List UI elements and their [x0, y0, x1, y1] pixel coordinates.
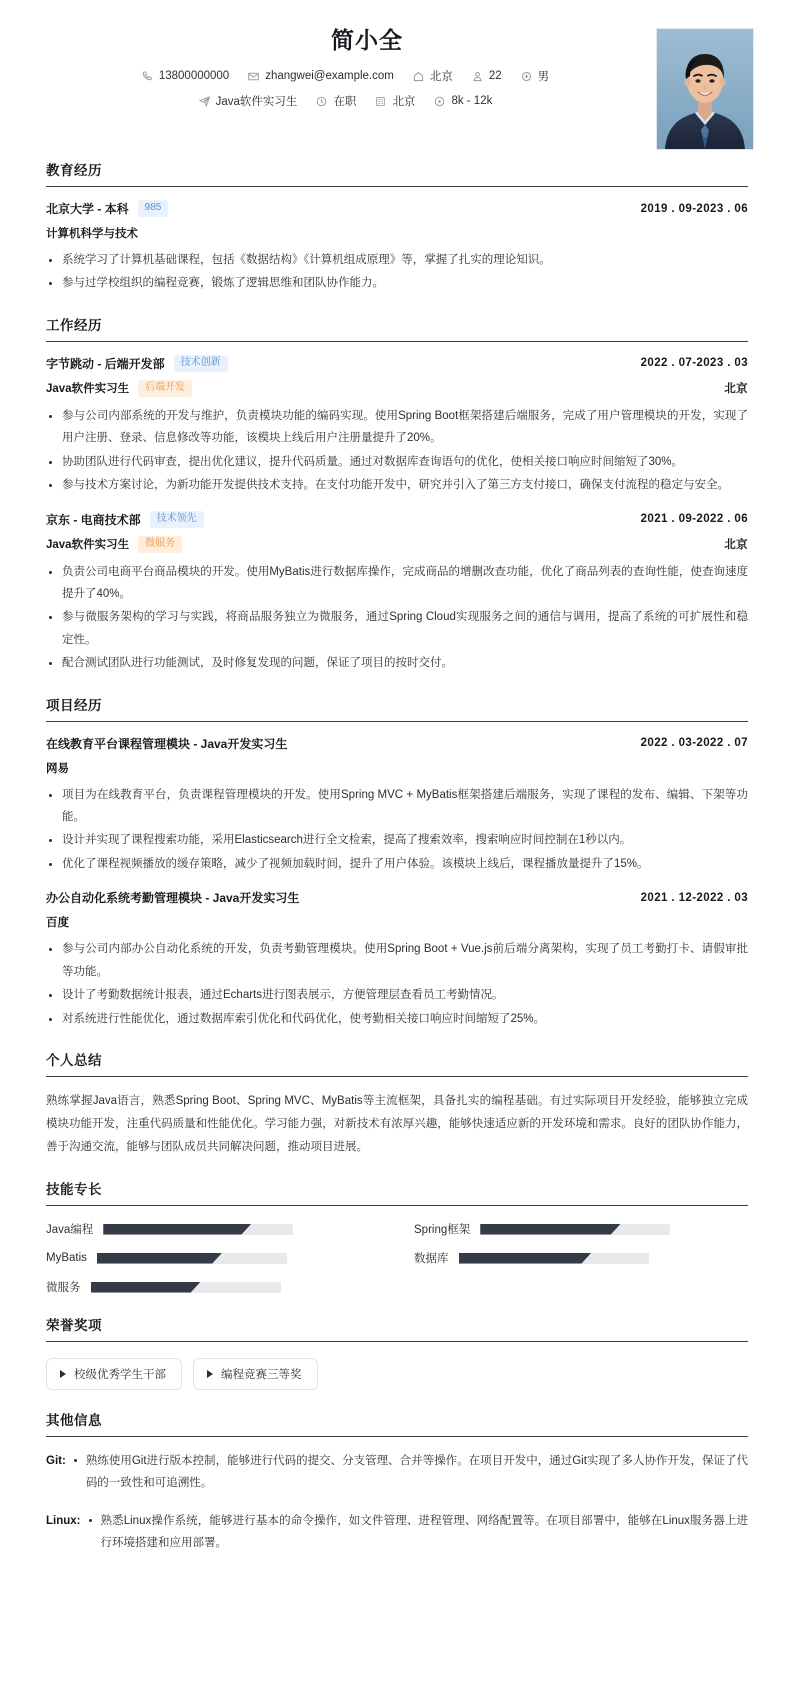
other-info-label: Git: — [46, 1455, 66, 1468]
gender-icon — [520, 70, 533, 83]
phone-icon — [141, 70, 154, 83]
section-divider — [46, 1205, 748, 1206]
entry-header-row — [46, 355, 748, 372]
entry-header-left — [46, 511, 204, 528]
entry-sub-row — [46, 536, 748, 553]
skill-item — [46, 1221, 380, 1237]
entry-tag: 技术领先 — [150, 511, 204, 528]
contact-value: 北京 — [429, 71, 453, 83]
section-title-skills: 技能专长 — [46, 1182, 102, 1198]
section-divider — [46, 721, 748, 722]
section-divider — [46, 1436, 748, 1437]
entry-subtitle: Java软件实习生 — [46, 383, 130, 396]
skill-progress-track — [103, 1224, 293, 1235]
contact-item-position — [198, 93, 298, 109]
entry-tag: 技术创新 — [174, 355, 228, 372]
bullet-item: 项目为在线教育平台，负责课程管理模块的开发。使用Spring MVC + MyBatis框架搭建后端服务，实现了课程的发布、编辑、下架等功能。 — [46, 784, 748, 829]
award-chip[interactable] — [46, 1358, 182, 1390]
bullet-list — [46, 405, 748, 497]
section-divider — [46, 1341, 748, 1342]
entry-title: 字节跳动 - 后端开发部 — [46, 356, 165, 371]
section-awards — [46, 1314, 748, 1390]
skill-progress-track — [97, 1253, 287, 1264]
contact-item-salary — [433, 95, 492, 108]
section-education — [46, 159, 748, 295]
entry-header-left — [46, 355, 228, 372]
entry-sub-left — [46, 380, 192, 397]
entry-title: 办公自动化系统考勤管理模块 - Java开发实习生 — [46, 891, 300, 906]
entry-location: 北京 — [724, 383, 748, 396]
entry-sub-tag: 后端开发 — [138, 380, 192, 397]
skill-item — [46, 1250, 380, 1266]
resume-entry — [46, 889, 748, 1030]
avatar — [656, 28, 754, 150]
bullet-list — [46, 249, 748, 295]
skill-label: 微服务 — [46, 1282, 81, 1295]
contact-value: 8k - 12k — [451, 95, 493, 107]
other-info-text: 熟练使用Git进行版本控制，能够进行代码的提交、分支管理、合并等操作。在项目开发中，通过Git实现了多人协作开发，保证了代码的一致性和可追溯性。 — [72, 1450, 748, 1495]
contact-item-home — [412, 68, 453, 84]
entry-header-left — [46, 735, 287, 752]
section-skills — [46, 1178, 748, 1295]
skill-label: Java编程 — [46, 1224, 94, 1237]
resume-entry — [46, 200, 748, 295]
section-divider — [46, 341, 748, 342]
entry-tag: 985 — [138, 200, 169, 217]
bullet-item: 参与公司内部系统的开发与维护，负责模块功能的编码实现。使用Spring Boot框架搭建后端服务，完成了用户管理模块的开发，实现了用户注册、登录、信息修改等功能，该模块上线后用户注册量提升了20%。 — [46, 405, 748, 450]
award-label: 校级优秀学生干部 — [74, 1369, 166, 1382]
entry-date: 2022 . 03-2022 . 07 — [640, 737, 748, 750]
resume-entry — [46, 735, 748, 876]
bullet-item: 配合测试团队进行功能测试，及时修复发现的问题，保证了项目的按时交付。 — [46, 652, 748, 674]
contact-value: Java软件实习生 — [215, 96, 298, 108]
section-title-awards: 荣誉奖项 — [46, 1318, 102, 1334]
entry-subtitle: 百度 — [46, 917, 69, 930]
contact-value: 在职 — [333, 96, 357, 108]
position-icon — [198, 95, 211, 108]
section-summary — [46, 1049, 748, 1159]
skill-progress-fill — [97, 1253, 222, 1264]
entry-subtitle: 计算机科学与技术 — [46, 228, 138, 240]
contact-item-age — [471, 70, 502, 83]
entry-sub-left — [46, 536, 182, 553]
contact-row-secondary — [46, 93, 748, 109]
skill-label: Spring框架 — [414, 1224, 471, 1237]
skill-progress-track — [91, 1282, 281, 1293]
play-triangle-icon — [207, 1370, 213, 1378]
status-icon — [315, 95, 328, 108]
awards-list — [46, 1355, 748, 1390]
section-other — [46, 1409, 748, 1555]
skill-progress-fill — [480, 1224, 621, 1235]
entry-header-row — [46, 735, 748, 752]
section-work — [46, 314, 748, 675]
entry-title: 北京大学 - 本科 — [46, 202, 129, 216]
entry-date: 2021 . 12-2022 . 03 — [640, 891, 748, 904]
entry-header-left — [46, 200, 168, 217]
skill-label: MyBatis — [46, 1252, 87, 1265]
entry-sub-tag: 微服务 — [138, 536, 182, 553]
bullet-item: 设计了考勤数据统计报表，通过Echarts进行图表展示，方便管理层查看员工考勤情况。 — [46, 984, 748, 1006]
bullet-item: 协助团队进行代码审查，提出优化建议，提升代码质量。通过对数据库查询语句的优化，使相关接口响应时间缩短了30%。 — [46, 451, 748, 473]
bullet-list — [46, 561, 748, 675]
contact-value: 男 — [537, 71, 550, 83]
entry-subtitle: Java软件实习生 — [46, 539, 130, 552]
section-projects — [46, 694, 748, 1030]
skill-progress-fill — [103, 1224, 251, 1235]
contact-item-email — [247, 70, 394, 83]
contact-value: 北京 — [392, 96, 416, 108]
entry-header-row — [46, 511, 748, 528]
entry-location: 北京 — [724, 539, 748, 552]
bullet-item: 参与微服务架构的学习与实践，将商品服务独立为微服务，通过Spring Cloud实现服务之间的通信与调用，提高了系统的可扩展性和稳定性。 — [46, 606, 748, 651]
contact-item-gender — [520, 68, 550, 84]
page-title: 简小全 — [331, 27, 403, 53]
other-info-text: 熟悉Linux操作系统，能够进行基本的命令操作，如文件管理、进程管理、网络配置等。在项目部署中，能够在Linux服务器上进行环境搭建和应用部署。 — [87, 1510, 749, 1555]
skill-item — [46, 1279, 380, 1295]
contact-row-primary — [46, 68, 748, 84]
other-info-item — [46, 1510, 748, 1555]
resume-entry — [46, 355, 748, 497]
resume-header — [46, 22, 748, 140]
section-divider — [46, 186, 748, 187]
other-info-label: Linux: — [46, 1514, 81, 1527]
bullet-item: 参与过学校组织的编程竞赛，锻炼了逻辑思维和团队协作能力。 — [46, 272, 748, 294]
entry-sub-row — [46, 380, 748, 397]
home-icon — [412, 70, 425, 83]
bullet-item: 设计并实现了课程搜索功能，采用Elasticsearch进行全文检索，提高了搜索效率，搜索响应时间控制在1秒以内。 — [46, 829, 748, 851]
section-divider — [46, 1076, 748, 1077]
contact-value: 13800000000 — [158, 70, 230, 82]
resume-entry — [46, 511, 748, 675]
play-triangle-icon — [60, 1370, 66, 1378]
entry-title: 在线教育平台课程管理模块 - Java开发实习生 — [46, 736, 288, 751]
section-title-other: 其他信息 — [46, 1413, 102, 1429]
contact-item-phone — [141, 70, 229, 83]
section-title-projects: 项目经历 — [46, 697, 102, 713]
salary-icon — [433, 95, 446, 108]
age-icon — [471, 70, 484, 83]
bullet-item: 参与技术方案讨论，为新功能开发提供技术支持。在支付功能开发中，研究并引入了第三方支付接口，确保支付流程的稳定与安全。 — [46, 474, 748, 496]
section-title-work: 工作经历 — [46, 317, 102, 333]
award-chip[interactable] — [193, 1358, 318, 1390]
entry-title: 京东 - 电商技术部 — [46, 512, 141, 527]
skill-item — [414, 1221, 748, 1237]
entry-header-left — [46, 889, 299, 906]
entry-date: 2019 . 09-2023 . 06 — [640, 202, 748, 215]
bullet-list — [46, 784, 748, 876]
contact-value: zhangwei@example.com — [265, 70, 394, 82]
bullet-item: 对系统进行性能优化，通过数据库索引优化和代码优化，使考勤相关接口响应时间缩短了25%。 — [46, 1008, 748, 1030]
bullet-item: 系统学习了计算机基础课程，包括《数据结构》《计算机组成原理》等，掌握了扎实的理论知识。 — [46, 249, 748, 271]
entry-subtitle: 网易 — [46, 762, 69, 775]
section-title-education: 教育经历 — [46, 163, 102, 178]
skill-progress-fill — [91, 1282, 201, 1293]
summary-text: 熟练掌握Java语言，熟悉Spring Boot、Spring MVC、MyBatis等主流框架，具备扎实的编程基础。有过实际项目开发经验，能够独立完成模块功能开发，注重代码质量和性能优化。学习能力强，对新技术有浓厚兴趣，能够快速适应新的开发环境和需求。良好的团队协作能力，善于沟通交流，能够与团队成员共同解决问题，推动项目进展。 — [46, 1095, 748, 1154]
resume-sections — [46, 159, 748, 1555]
entry-date: 2022 . 07-2023 . 03 — [640, 357, 748, 370]
profile-photo-illustration — [657, 29, 753, 149]
other-info-item — [46, 1450, 748, 1495]
skill-item — [414, 1250, 748, 1266]
skill-progress-track — [459, 1253, 649, 1264]
contact-item-status — [315, 93, 356, 109]
skill-progress-track — [480, 1224, 670, 1235]
email-icon — [247, 70, 260, 83]
skills-grid — [46, 1219, 748, 1295]
contact-item-city — [374, 93, 415, 109]
entry-date: 2021 . 09-2022 . 06 — [640, 513, 748, 526]
award-label: 编程竞赛三等奖 — [221, 1369, 302, 1382]
section-title-summary: 个人总结 — [46, 1053, 102, 1069]
bullet-item: 参与公司内部办公自动化系统的开发，负责考勤管理模块。使用Spring Boot + Vue.js前后端分离架构，实现了员工考勤打卡、请假审批等功能。 — [46, 938, 748, 983]
bullet-item: 优化了课程视频播放的缓存策略，减少了视频加载时间，提升了用户体验。该模块上线后，课程播放量提升了15%。 — [46, 853, 748, 875]
entry-header-row — [46, 889, 748, 906]
city-icon — [374, 95, 387, 108]
bullet-item: 负责公司电商平台商品模块的开发。使用MyBatis进行数据库操作，完成商品的增删改查功能，优化了商品列表的查询性能，使查询速度提升了40%。 — [46, 561, 748, 606]
bullet-list — [46, 938, 748, 1030]
skill-progress-fill — [459, 1253, 592, 1264]
skill-label: 数据库 — [414, 1253, 449, 1266]
contact-value: 22 — [488, 70, 502, 82]
entry-header-row — [46, 200, 748, 217]
